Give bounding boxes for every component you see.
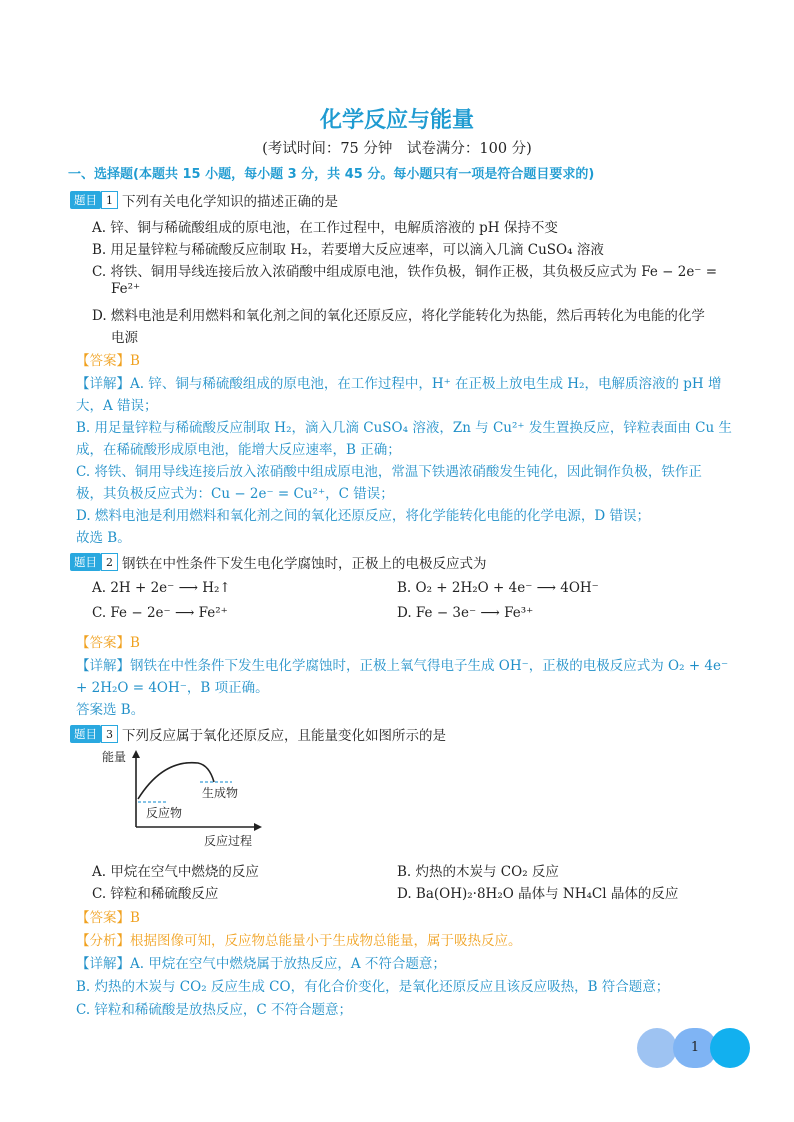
explanation-line: 【详解】A. 甲烷在空气中燃烧属于放热反应，A 不符合题意； (76, 956, 446, 972)
explanation-line: C. 锌粒和稀硫酸是放热反应，C 不符合题意； (76, 1002, 353, 1018)
product-label: 生成物 (202, 786, 239, 800)
question-number: 3 (101, 725, 118, 743)
option-a: A. 2H + 2e⁻ ⟶ H₂↑ (92, 580, 231, 596)
answer: 【答案】B (76, 910, 140, 926)
reactant-label: 反应物 (146, 806, 183, 820)
section-heading: 一、选择题(本题共 15 小题，每小题 3 分，共 45 分。每小题只有一项是符合题目要求的) (68, 167, 595, 182)
explanation-line: 极，其负极反应式为：Cu − 2e⁻ = Cu²⁺，C 错误； (76, 486, 394, 502)
option-a: A. 锌、铜与稀硫酸组成的原电池，在工作过程中，电解质溶液的 pH 保持不变 (92, 220, 558, 236)
option-d: D. Ba(OH)₂·8H₂O 晶体与 NH₄Cl 晶体的反应 (397, 886, 679, 902)
question-1-header (70, 190, 338, 210)
option-d: D. Fe − 3e⁻ ⟶ Fe³⁺ (397, 605, 534, 621)
option-d-cont: 电源 (111, 330, 138, 346)
option-b: B. O₂ + 2H₂O + 4e⁻ ⟶ 4OH⁻ (397, 580, 599, 596)
option-a: A. 甲烷在空气中燃烧的反应 (92, 864, 259, 880)
page-number: 1 (690, 1040, 700, 1055)
page-title: 化学反应与能量 (319, 108, 474, 133)
explanation-line: 答案选 B。 (76, 702, 145, 718)
option-c: C. 将铁、铜用导线连接后放入浓硝酸中组成原电池，铁作负极，铜作正极，其负极反应式为 Fe − 2e⁻ = (92, 264, 718, 280)
option-b: B. 用足量锌粒与稀硫酸反应制取 H₂，若要增大反应速率，可以滴入几滴 CuSO₄ 溶液 (92, 242, 604, 258)
option-c: C. Fe − 2e⁻ ⟶ Fe²⁺ (92, 605, 228, 621)
question-2-header (70, 552, 487, 572)
answer: 【答案】B (76, 353, 140, 369)
explanation-line: D. 燃料电池是利用燃料和氧化剂之间的氧化还原反应，将化学能转化电能的化学电源，D 错误； (76, 508, 651, 524)
explanation-line: C. 将铁、铜用导线连接后放入浓硝酸中组成原电池，常温下铁遇浓硝酸发生钝化，因此铜作负极，铁作正 (76, 464, 702, 480)
question-stem: 下列有关电化学知识的描述正确的是 (122, 194, 338, 210)
question-badge: 题目 (70, 725, 101, 743)
pill-left (637, 1028, 677, 1068)
explanation-line: B. 用足量锌粒与稀硫酸反应制取 H₂，滴入几滴 CuSO₄ 溶液，Zn 与 Cu²⁺ 发生置换反应，锌粒表面由 Cu 生 (76, 420, 732, 436)
option-c-cont: Fe²⁺ (111, 281, 141, 297)
explanation-line: 大，A 错误； (76, 398, 158, 414)
option-d: D. 燃料电池是利用燃料和氧化剂之间的氧化还原反应，将化学能转化为热能，然后再转化为电能的化学 (92, 308, 705, 324)
question-3-header (70, 724, 446, 744)
explanation-line: 故选 B。 (76, 530, 131, 546)
energy-diagram (100, 747, 270, 857)
question-stem: 下列反应属于氧化还原反应，且能量变化如图所示的是 (122, 728, 446, 744)
explanation-line: 【详解】A. 锌、铜与稀硫酸组成的原电池，在工作过程中，H⁺ 在正极上放电生成 H₂，电解质溶液的 pH 增 (76, 376, 722, 392)
question-number: 2 (101, 553, 118, 571)
option-b: B. 灼热的木炭与 CO₂ 反应 (397, 864, 559, 880)
x-axis-arrow (254, 823, 262, 831)
explanation-line: 成，在稀硫酸形成原电池，能增大反应速率，B 正确； (76, 442, 401, 458)
answer: 【答案】B (76, 635, 140, 651)
page-number-badge (637, 1028, 750, 1068)
explanation-line: 【详解】钢铁在中性条件下发生电化学腐蚀时，正极上氧气得电子生成 OH⁻，正极的电极反应式为 O₂ + 4e⁻ (76, 658, 729, 674)
explanation-line: + 2H₂O = 4OH⁻，B 项正确。 (76, 680, 269, 696)
x-axis-label: 反应过程 (204, 834, 253, 848)
question-number: 1 (101, 191, 118, 209)
exam-info: (考试时间：75 分钟 试卷满分：100 分) (262, 141, 532, 157)
y-axis-label: 能量 (102, 750, 127, 764)
explanation-line: B. 灼热的木炭与 CO₂ 反应生成 CO，有化合价变化，是氧化还原反应且该反应吸热，B 符合题意； (76, 979, 670, 995)
question-stem: 钢铁在中性条件下发生电化学腐蚀时，正极上的电极反应式为 (122, 556, 487, 572)
question-badge: 题目 (70, 191, 101, 209)
question-badge: 题目 (70, 553, 101, 571)
y-axis-arrow (132, 750, 140, 758)
analysis: 【分析】根据图像可知，反应物总能量小于生成物总能量，属于吸热反应。 (76, 933, 522, 949)
option-c: C. 锌粒和稀硫酸反应 (92, 886, 219, 902)
